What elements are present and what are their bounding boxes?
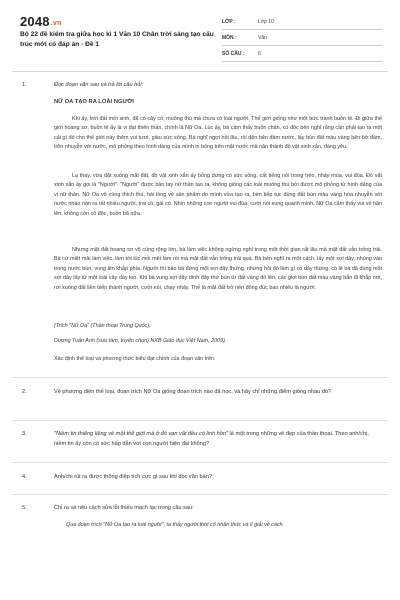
passage-source-detail: Dương Tuấn Anh (sưu tầm, tuyển chọn) NXB Giáo dục Việt Nam, 2009). xyxy=(54,338,227,344)
header-divider xyxy=(12,71,388,72)
question-sentence: Qua đoạn trích "Nữ Oa tạo ra loài người", ta thấy người thời cổ nhận thức và lí giải về cách xyxy=(66,522,283,528)
info-row-class xyxy=(222,14,382,30)
info-panel xyxy=(222,14,382,62)
info-row-subject xyxy=(222,30,382,46)
question-text xyxy=(54,430,380,449)
info-label: MÔN : xyxy=(222,34,237,41)
logo-suffix: .vn xyxy=(50,20,62,27)
question-text: Anh/chị rút ra được thông điệp tích cực gì sau khi đọc văn bản? xyxy=(54,474,212,480)
question-separator xyxy=(12,377,388,378)
question-number: 4. xyxy=(22,474,27,480)
document-title: Bộ 22 đề kiểm tra giữa học kì 1 Văn 10 Chân trời sáng tạo cấu trúc mới có đáp án - Đề 1 xyxy=(20,31,214,48)
passage-paragraph: Lạ thay, vừa đặt xuống mặt đất, đồ vật xinh xắn ấy bỗng dưng có sức sống, cất tiếng nói trong trẻo, nhảy múa, vui đùa. Đồ vật xinh xắn ấy gọi là "Người". "Người" được bàn tay nữ thần tạo ra, không giống các loài muông thú bởi được mô phỏng từ hình dáng của vị nữ thần. Nữ Oa vô cùng thích thú, hài lòng về sản phẩm do mình vừa tạo ra, bèn tiếp tục dùng đất bùn màu vàng hòa nhuyễn với nước nhào nặn ra rất nhiều người, trai có, gái có. Nhìn những con người vui đùa, cười nói xung quanh mình, Nữ Oa cảm thấy vui vẻ hân lên, không còn cô độc, buồn bã nữa. xyxy=(54,173,382,217)
header xyxy=(0,0,400,70)
question-number: 3. xyxy=(22,431,27,437)
passage-source: (Trích "Nữ Oa" (Thần thoại Trung Quốc), xyxy=(54,323,151,329)
info-value: 6 xyxy=(258,50,261,57)
question-number: 1. xyxy=(22,82,27,88)
question-text: Về phương diện thể loại, đoạn trích Nữ Oa giống đoạn trích nào đã học, và hãy chỉ những điểm giống nhau đó? xyxy=(54,389,332,395)
info-label: SỐ CÂU : xyxy=(222,50,245,57)
passage-paragraph: Nhưng mặt đất hoang sơ vô cùng rộng lớn, bà làm việc không ngừng nghỉ trong một thời gian rất lâu mà mặt đất vẫn trống trải. Bà cứ miệt mài làm việc, làm tới lúc mỏi mệt làm rồi mà mặt đất vẫn trống trải quá. Bà bèn nghĩ ra một cách, lấy một sợi dây, nhúng vào trong nước bùn, vung lên khắp phía. Người thì bảo bà đứng một sợi dây thừng, nhưng hồi đó làm gì có dây thừng, có lẽ bà đã dùng một sợi dây lấy từ một loài cây dây leo. Khi bà vung sợi dây dính đầy thứ bùn từ đất vàng đó lên, các giọt bùn đất màu vàng bắn đi khắp nơi, rơi xuống đất liền biến thành người, cười nói, chạy nhảy. Thế là mặt đất trở nên đông đúc bao nhiêu là người. xyxy=(54,247,382,291)
site-logo[interactable] xyxy=(20,14,61,29)
question-number: 5. xyxy=(22,505,27,511)
passage-title: NỮ OA TẠO RA LOÀI NGƯỜI xyxy=(54,99,134,105)
passage-paragraph: Khi ấy, trời đất mới sinh, đã có cây cỏ, muông thú mà chưa có loài người. Thế giới giống như một bức tranh buồn tẻ. Đi giữa thế giới hoang sơ, buồn tẻ ấy là vị đại thiên thần, chính là Nữ Oa. Lúc ấy, bà cảm thấy buồn chán, có độc bên nghĩ rằng cần phải tạo ra một cái gì đó cho thế giới này thêm vui tươi, giàu sức sống. Bà nghĩ ngợi hồi lâu, rồi đến bên đầm nước, lấy bùn đất màu vàng bên bờ đầm, trộn nhuyễn với nước, mô phỏng theo hình dáng của mình in bóng trên mặt nước mà nặn thành đồ vật xinh xắn, đáng yêu. xyxy=(54,116,382,151)
question-separator xyxy=(12,462,388,463)
question-number: 2. xyxy=(22,389,27,395)
question-text: Chỉ ra và nêu cách sửa lỗi thiếu mạch lạc trong câu sau: xyxy=(54,505,194,511)
question-separator xyxy=(12,420,388,421)
info-label: LỚP : xyxy=(222,18,236,25)
info-row-count xyxy=(222,46,382,62)
info-value: Văn xyxy=(258,34,267,41)
question-prompt: Đọc đoạn văn sau và trả lời câu hỏi: xyxy=(54,82,144,88)
question-quote: "Niềm tin thiêng liêng về một thế giới mà ở đó vạn vật đều có linh hồn" xyxy=(54,431,228,437)
logo-number: 2048 xyxy=(20,14,50,29)
question-separator xyxy=(12,494,388,495)
info-value: Lớp 10 xyxy=(258,18,274,25)
question-task: Xác định thể loại và phương thức biểu đạt chính của đoạn văn trên. xyxy=(54,356,216,362)
question-text-rest: là một trong những vẻ đẹp của thần thoại. Theo anh/chị, niềm tin ấy còn có sức hấp dẫn với con người hiện đại không? xyxy=(54,431,369,447)
